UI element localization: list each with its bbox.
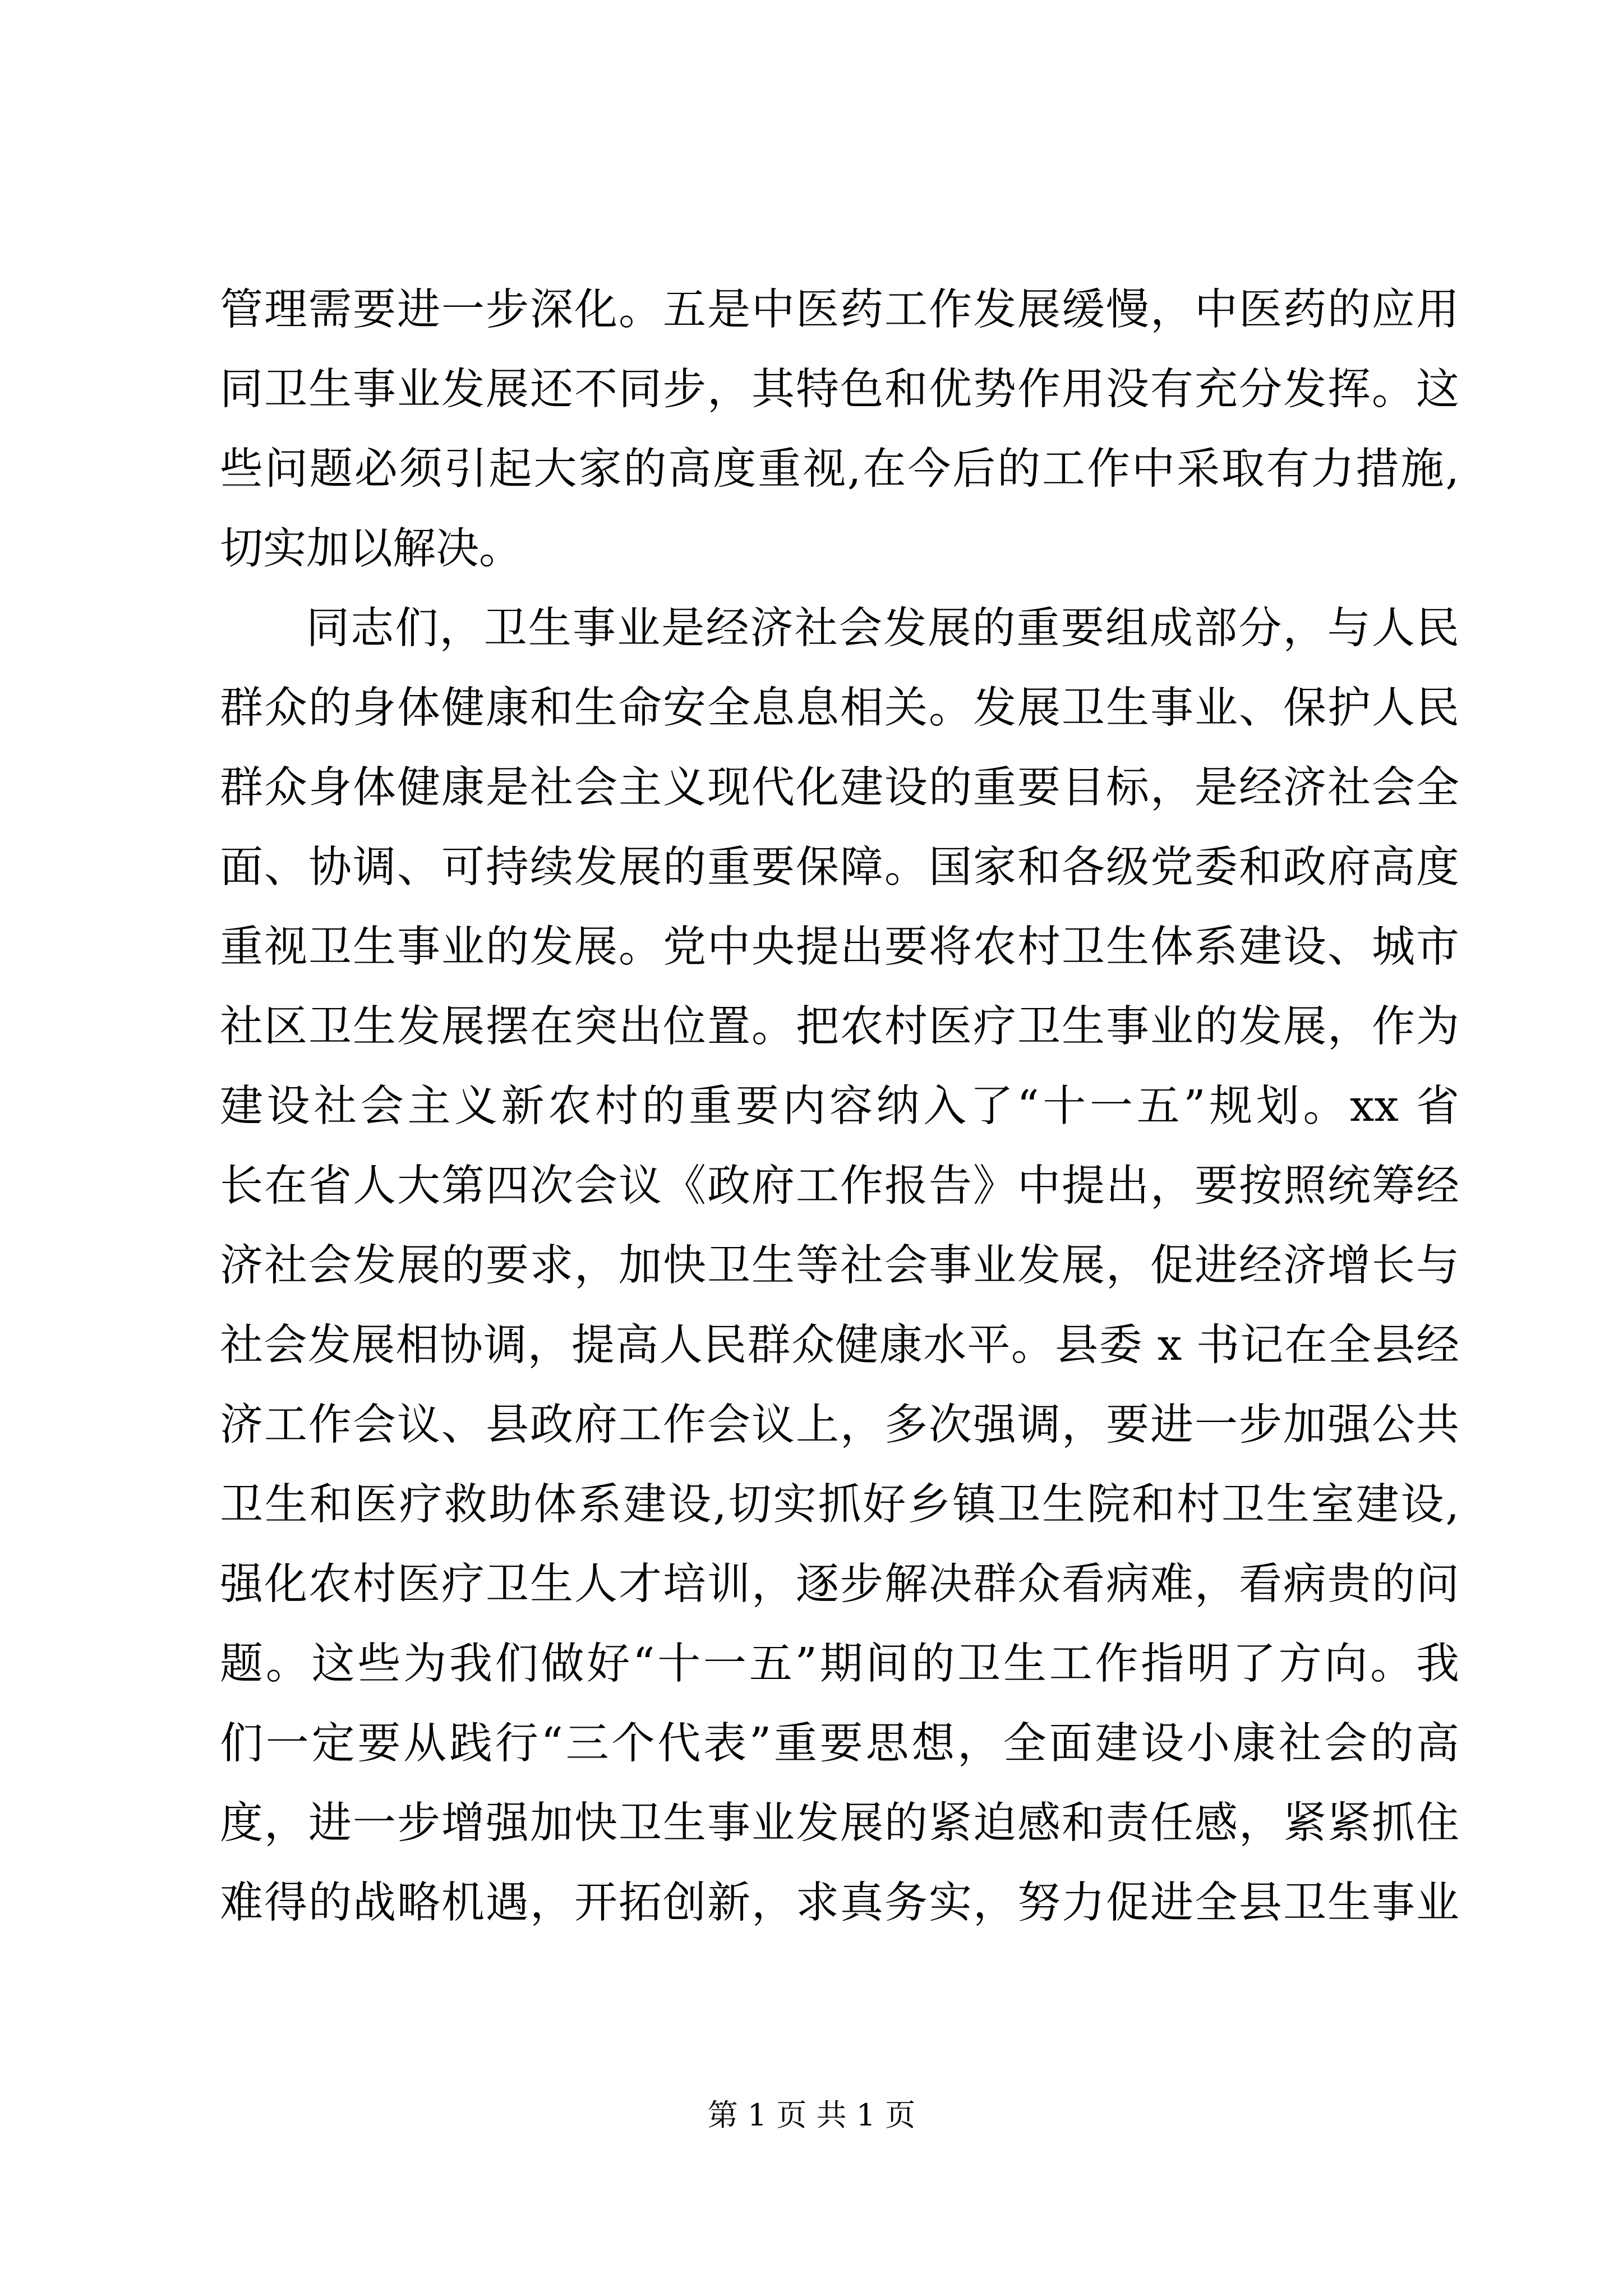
text-line: 切实加以解决。 (220, 524, 522, 574)
text-line: 社会发展相协调，提高人民群众健康水平。县委 x 书记在全县经 (220, 1320, 1459, 1370)
text-line: 社区卫生发展摆在突出位置。把农村医疗卫生事业的发展，作为 (220, 1002, 1459, 1052)
text-line: 长在省人大第四次会议《政府工作报告》中提出，要按照统筹经 (220, 1161, 1459, 1211)
text-line: 重视卫生事业的发展。党中央提出要将农村卫生体系建设、城市 (220, 922, 1459, 972)
text-line: 们一定要从践行“三个代表”重要思想，全面建设小康社会的高 (220, 1719, 1459, 1769)
text-line: 管理需要进一步深化。五是中医药工作发展缓慢，中医药的应用 (220, 285, 1459, 335)
text-line: 题。这些为我们做好“十一五”期间的卫生工作指明了方向。我 (220, 1639, 1459, 1689)
text-line: 建设社会主义新农村的重要内容纳入了“十一五”规划。xx 省 (220, 1082, 1459, 1131)
text-line: 面、协调、可持续发展的重要保障。国家和各级党委和政府高度 (220, 843, 1459, 892)
text-line: 群众身体健康是社会主义现代化建设的重要目标，是经济社会全 (220, 763, 1459, 813)
paragraph-start-line: 同志们，卫生事业是经济社会发展的重要组成部分，与人民 (306, 604, 1459, 654)
text-line: 卫生和医疗救助体系建设,切实抓好乡镇卫生院和村卫生室建设, (220, 1480, 1459, 1530)
text-line: 济工作会议、县政府工作会议上，多次强调，要进一步加强公共 (220, 1400, 1459, 1450)
text-line: 度，进一步增强加快卫生事业发展的紧迫感和责任感，紧紧抓住 (220, 1798, 1459, 1848)
text-line: 济社会发展的要求，加快卫生等社会事业发展，促进经济增长与 (220, 1241, 1459, 1291)
text-line: 些问题必须引起大家的高度重视,在今后的工作中采取有力措施, (220, 444, 1459, 494)
text-line: 同卫生事业发展还不同步，其特色和优势作用没有充分发挥。这 (220, 365, 1459, 415)
page-number-label: 第 1 页 共 1 页 (707, 2097, 916, 2133)
text-line: 群众的身体健康和生命安全息息相关。发展卫生事业、保护人民 (220, 683, 1459, 733)
text-line: 强化农村医疗卫生人才培训，逐步解决群众看病难，看病贵的问 (220, 1559, 1459, 1609)
text-line: 难得的战略机遇，开拓创新，求真务实，努力促进全县卫生事业 (220, 1878, 1459, 1928)
page-footer (0, 2096, 1623, 2135)
